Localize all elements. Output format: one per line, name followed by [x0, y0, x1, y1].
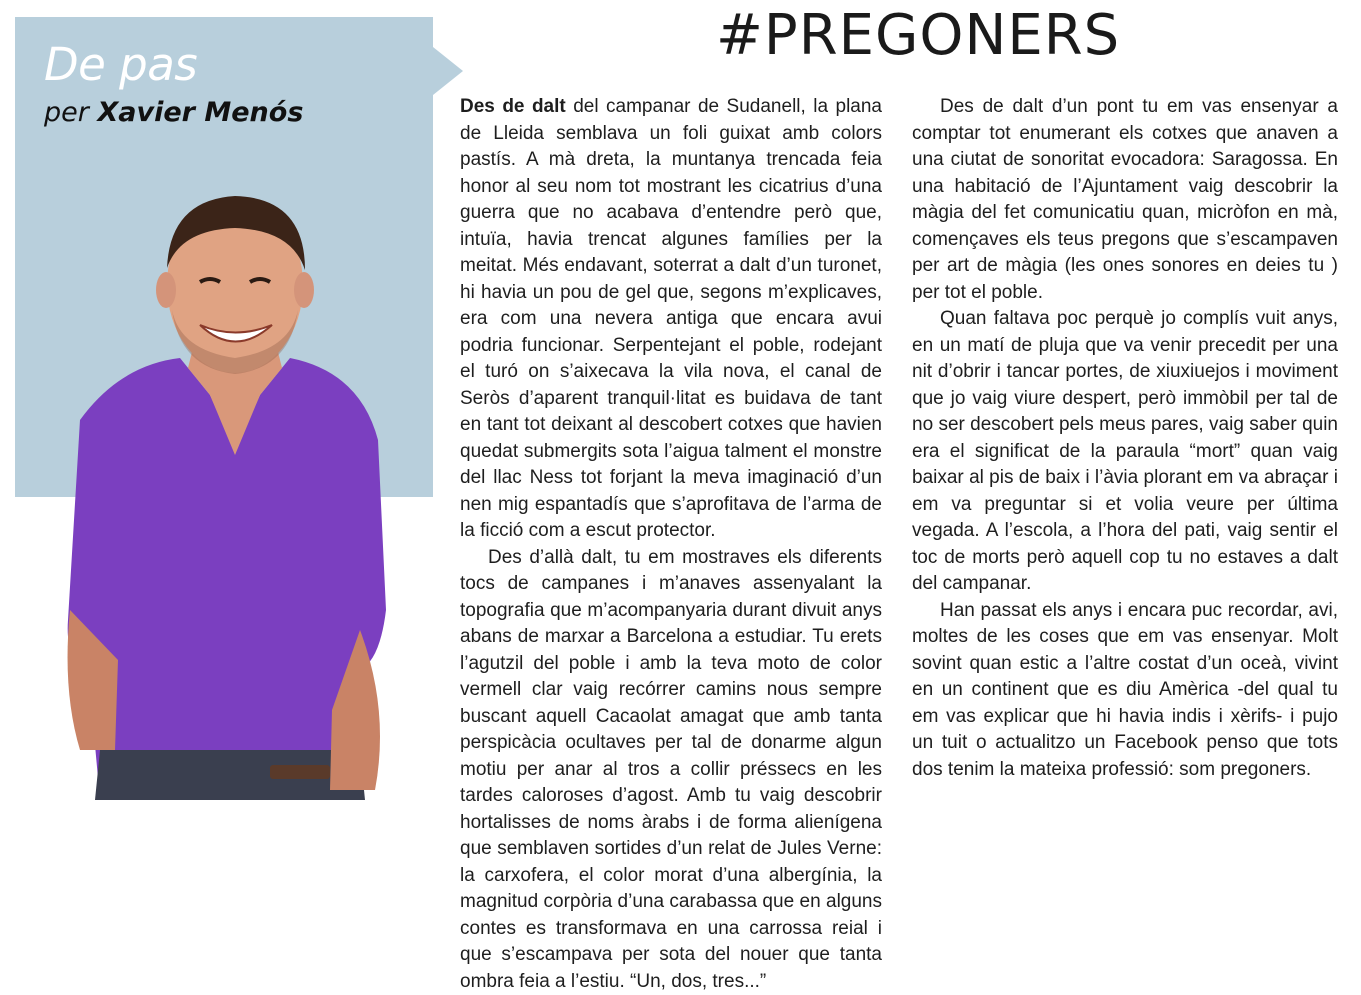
author-name: Xavier Menós: [97, 97, 304, 128]
section-title: #PREGONERS: [716, 3, 1121, 68]
paragraph-5: Han passat els anys i encara puc recordar, avi, moltes de les coses que em vas ensenyar. Molt sovint quan estic a l’altre costat d’un oceà, vivint en un continent que es diu Amèrica -del qual tu em vas explicar que hi havia indis i xèrifs- i pujo un tuit o actualitzo un Facebook penso que tots dos tenim la mateixa professió: som pregoners.: [912, 599, 1338, 780]
lead-in: Des de dalt: [460, 96, 566, 117]
panel-arrow-notch: [433, 47, 463, 95]
byline: [44, 98, 303, 128]
paragraph-4: Quan faltava poc perquè jo complís vuit anys, en un matí de pluja que va venir precedit per una nit d’obrir i tancar portes, de xiuxiuejos i moviment que jo vaig viure despert, però immòbil per tal de no ser descobert pels meus pares, vaig saber quin era el significat de la paraula “mort” quan vaig baixar al pis de baix i l’àvia plorant em va abraçar i em va preguntar si et volia veure per última vegada. A l’escola, a l’hora del pati, vaig sentir el toc de morts però aquell cop tu no estaves a dalt del campanar.: [912, 308, 1338, 594]
paragraph-1-text: del campanar de Sudanell, la plana de Lleida semblava un foli guixat amb colors pastís. A mà dreta, la muntanya trencada feia honor al seu nom tot mostrant les cicatrius d’una guerra que no acabava d’entendre però que, intuïa, havia trencat algunes famílies per la meitat. Més endavant, soterrat a dalt d’un turonet, hi havia un pou de gel que, segons m’explicaves, era com una nevera antiga que encara avui podria funcionar. Serpentejant el poble, rodejant el turó on s’aixecava la vila nova, el canal de Seròs d’aparent tranquil·litat es buidava de tant en tant tot deixant al descobert cotxes que havien quedat submergits sota l’aigua talment el monstre del llac Ness tot forjant la meva imaginació d’un nen mig espantadís que s’aprofitava de l’arma de la ficció com a escut protector.: [460, 96, 882, 541]
paragraph-1: [460, 94, 882, 545]
paragraph-2: Des d’allà dalt, tu em mostraves els diferents tocs de campanes i m’anaves assenyalant la topografia que m’acompanyaria durant divuit anys abans de marxar a Barcelona a estudiar. Tu erets l’agutzil del poble i amb la teva moto de color vermell clar vaig recórrer camins nous sempre buscant aquell Cacaolat amagat que amb tanta perspicàcia ocultaves per tal de donarme algun motiu per anar al tros a collir préssecs en les tardes caloroses d’agost. Amb tu vaig descobrir hortalisses de noms àrabs i de forma alienígena que semblaven sortides d’un relat de Jules Verne: la carxofera, el color morat d’una albergínia, la magnitud corpòria d’una carabassa que en alguns contes es transformava en una carrossa reial i que s’escampava per sota del nouer que tanta ombra feia a l’estiu. “Un, dos, tres...”: [460, 546, 882, 992]
paragraph-3: Des de dalt d’un pont tu em vas ensenyar a comptar tot enumerant els cotxes que anaven a una ciutat de sonoritat evocadora: Saragossa. En una habitació de l’Ajuntament vaig descobrir la màgia del fet comunicatiu quan, micròfon en mà, començaves els teus pregons que s’escampaven per art de màgia (les ones sonores en deies tu ) per tot el poble.: [912, 96, 1338, 303]
article-column-left: [460, 94, 882, 992]
column-kicker: De pas: [44, 38, 198, 91]
portrait-photo: [60, 190, 390, 800]
article-column-right: [912, 94, 1338, 783]
byline-prefix: per: [44, 97, 89, 128]
